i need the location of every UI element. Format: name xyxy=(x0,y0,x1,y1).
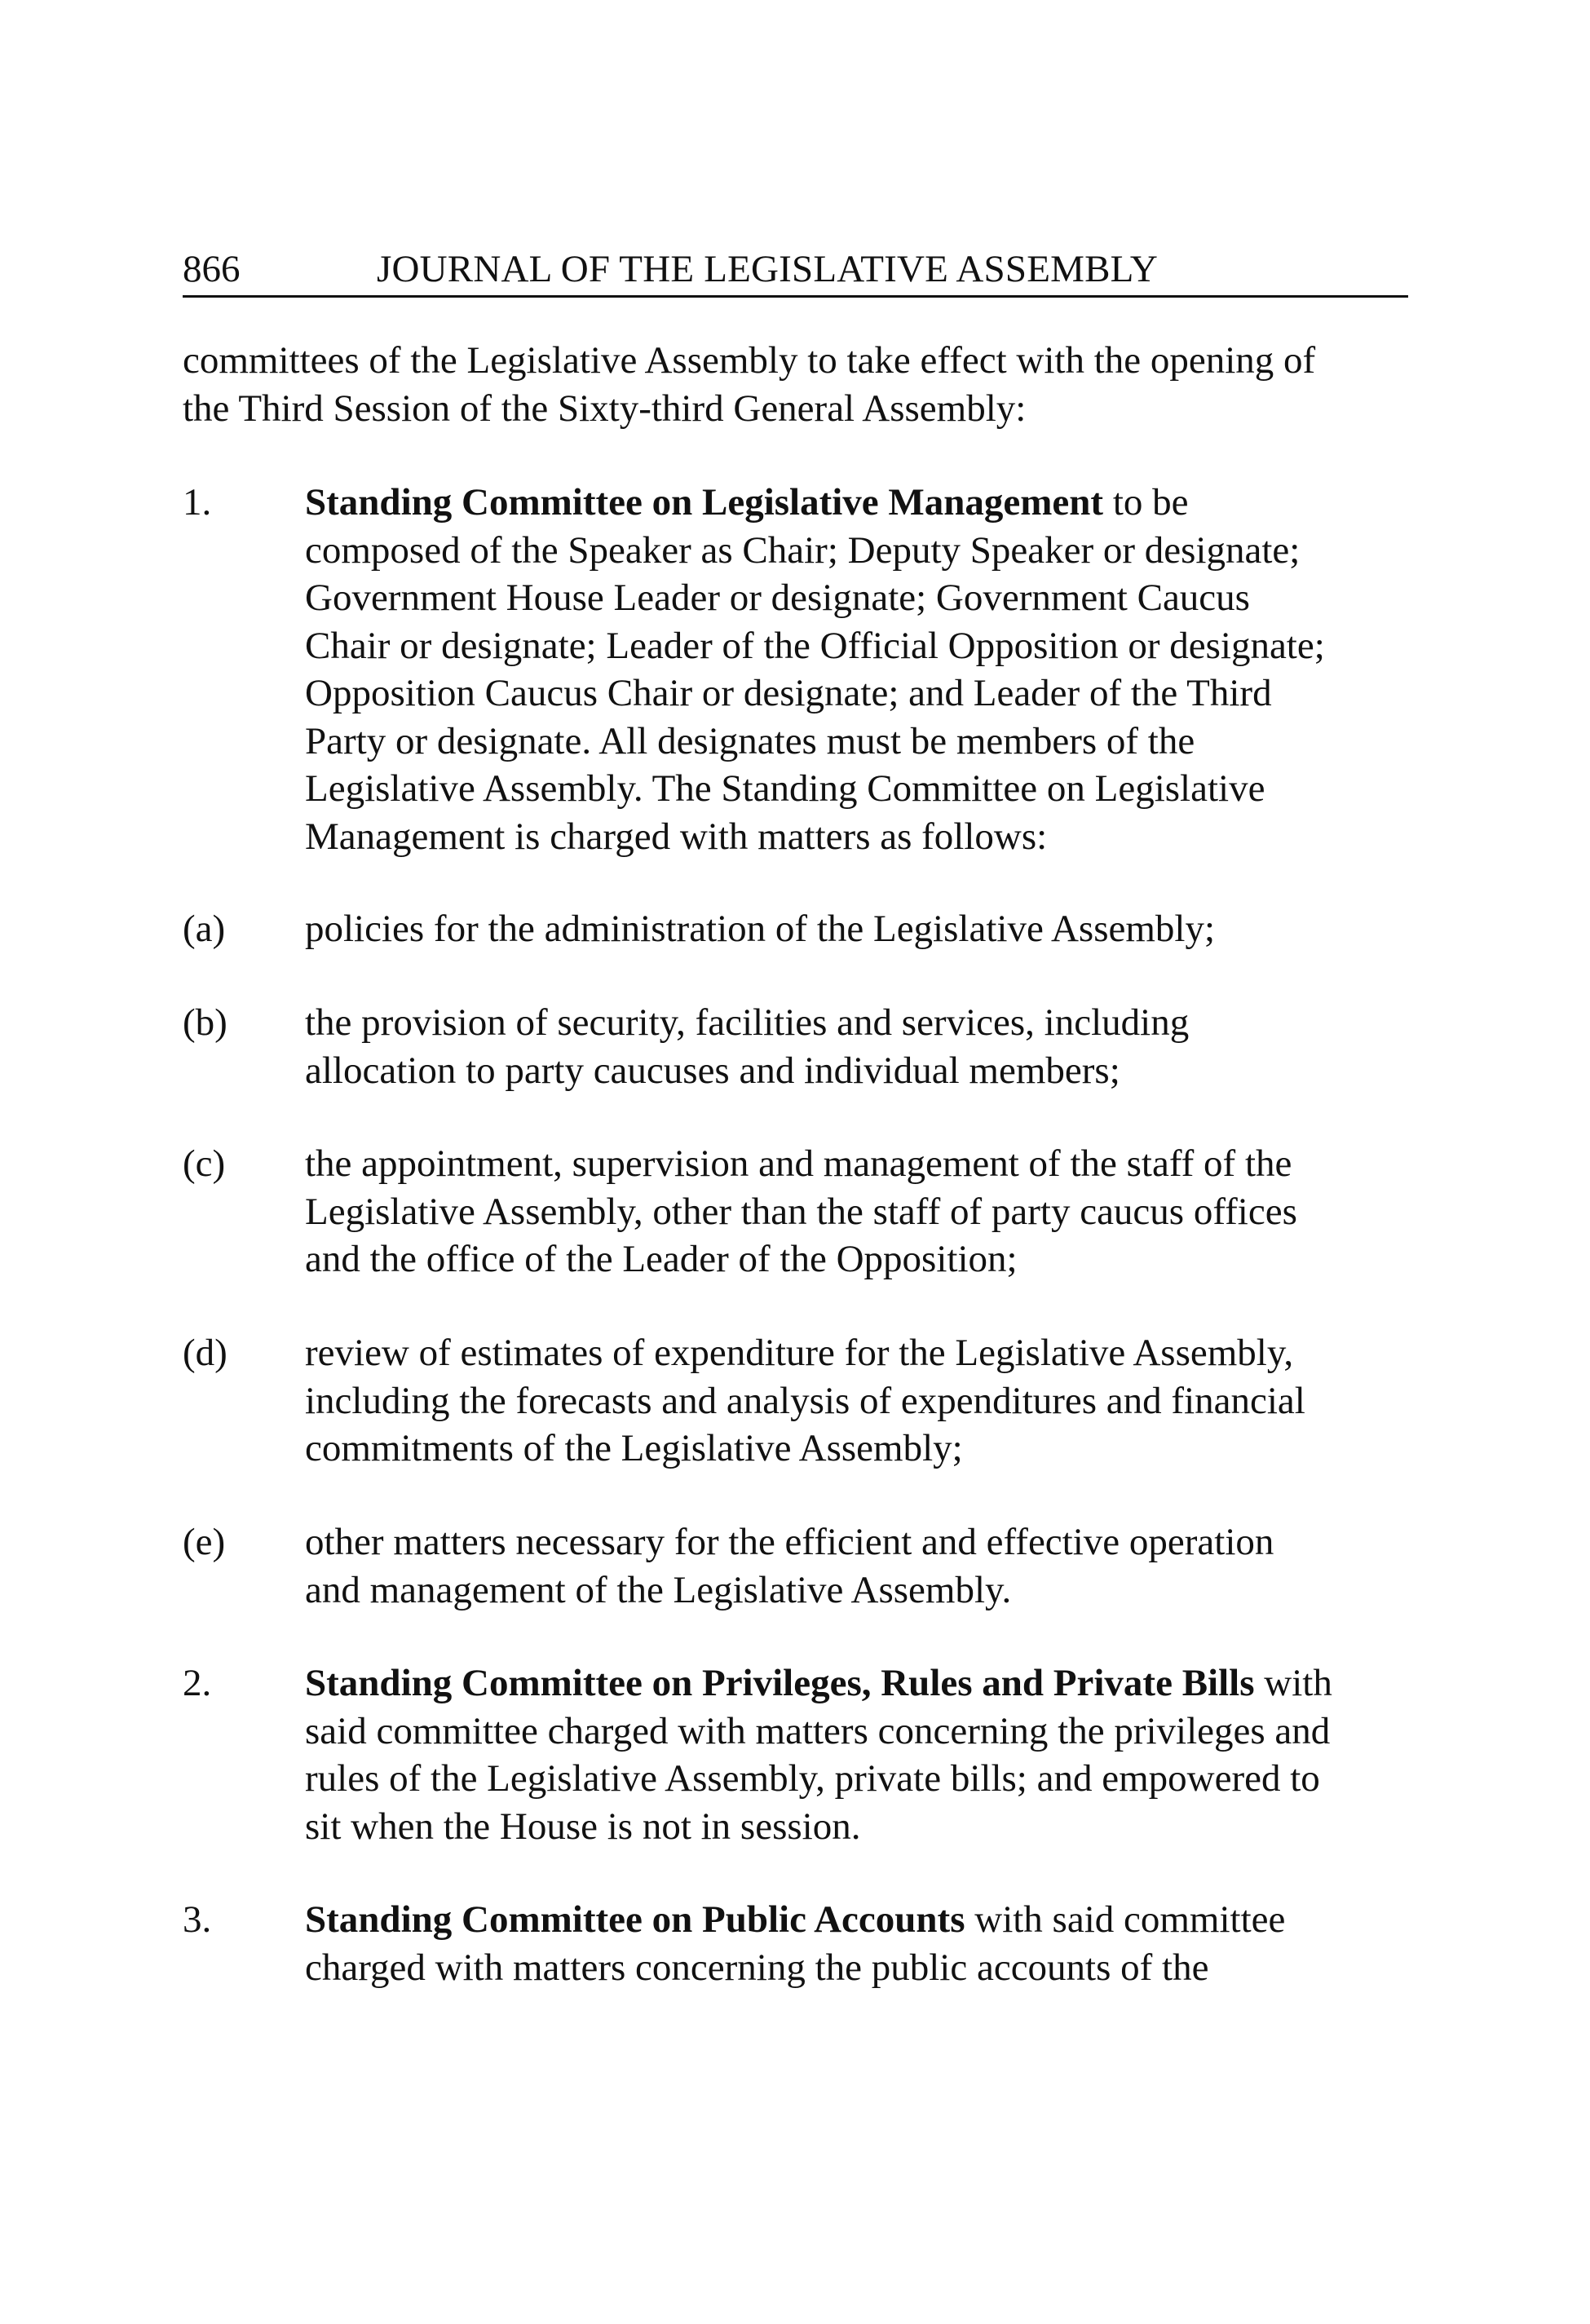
item-line: sit when the House is not in session. xyxy=(305,1805,861,1848)
subitem-line: Legislative Assembly, other than the staff of party caucus offices xyxy=(305,1190,1297,1233)
subitem-label: (a) xyxy=(183,908,226,950)
item-number: 1. xyxy=(183,481,212,524)
item-line: composed of the Speaker as Chair; Deputy Speaker or designate; xyxy=(305,528,1301,572)
item-line: said committee charged with matters concerning the privileges and xyxy=(305,1709,1331,1752)
intro-paragraph xyxy=(183,337,1315,432)
journal-title: JOURNAL OF THE LEGISLATIVE ASSEMBLY xyxy=(377,248,1158,290)
subitem-line: including the forecasts and analysis of expenditures and financial xyxy=(305,1379,1305,1422)
item-line: rules of the Legislative Assembly, private bills; and empowered to xyxy=(305,1757,1320,1800)
item-3-text xyxy=(305,1896,1285,1991)
subitem-line: other matters necessary for the efficient and effective operation xyxy=(305,1521,1274,1563)
item-line: Standing Committee on Privileges, Rules and Private Bills with xyxy=(305,1662,1332,1704)
intro-line: committees of the Legislative Assembly to take effect with the opening of xyxy=(183,339,1316,382)
item-number: 3. xyxy=(183,1898,212,1941)
subitem-line: the provision of security, facilities and services, including xyxy=(305,1001,1190,1044)
item-line: Party or designate. All designates must be members of the xyxy=(305,719,1195,762)
item-2-text xyxy=(305,1659,1332,1850)
item-line: charged with matters concerning the public accounts of the xyxy=(305,1946,1209,1989)
subitem-line: policies for the administration of the Legislative Assembly; xyxy=(305,908,1216,950)
subitem-label: (b) xyxy=(183,1001,227,1044)
subitem-label: (d) xyxy=(183,1332,227,1374)
intro-line: the Third Session of the Sixty-third General Assembly: xyxy=(183,387,1027,430)
subitem-e-text xyxy=(305,1518,1274,1614)
subitem-line: allocation to party caucuses and individual members; xyxy=(305,1049,1120,1092)
item-line: Management is charged with matters as follows: xyxy=(305,815,1048,858)
committee-name: Standing Committee on Legislative Management xyxy=(305,481,1104,524)
subitem-label: (e) xyxy=(183,1521,226,1563)
item-line: Standing Committee on Legislative Management to be xyxy=(305,481,1189,524)
item-line: Opposition Caucus Chair or designate; and Leader of the Third xyxy=(305,672,1272,714)
subitem-line: commitments of the Legislative Assembly; xyxy=(305,1427,963,1469)
subitem-d-text xyxy=(305,1329,1305,1473)
item-line: Government House Leader or designate; Government Caucus xyxy=(305,577,1250,619)
item-line: Standing Committee on Public Accounts with said committee xyxy=(305,1898,1286,1941)
committee-name: Standing Committee on Privileges, Rules and Private Bills xyxy=(305,1662,1255,1704)
subitem-line: the appointment, supervision and management of the staff of the xyxy=(305,1142,1292,1185)
item-number: 2. xyxy=(183,1662,212,1704)
subitem-label: (c) xyxy=(183,1142,226,1185)
subitem-line: review of estimates of expenditure for the Legislative Assembly, xyxy=(305,1332,1294,1374)
subitem-line: and the office of the Leader of the Opposition; xyxy=(305,1238,1018,1280)
subitem-c-text xyxy=(305,1140,1297,1284)
item-1-text xyxy=(305,479,1325,860)
subitem-a-text xyxy=(305,905,1215,953)
item-line: Legislative Assembly. The Standing Committee on Legislative xyxy=(305,767,1265,810)
subitem-line: and management of the Legislative Assembly. xyxy=(305,1568,1012,1611)
running-header xyxy=(183,243,1408,298)
committee-name: Standing Committee on Public Accounts xyxy=(305,1898,965,1941)
subitem-b-text xyxy=(305,999,1189,1094)
item-line: Chair or designate; Leader of the Official Opposition or designate; xyxy=(305,624,1325,667)
page-number: 866 xyxy=(183,248,241,290)
